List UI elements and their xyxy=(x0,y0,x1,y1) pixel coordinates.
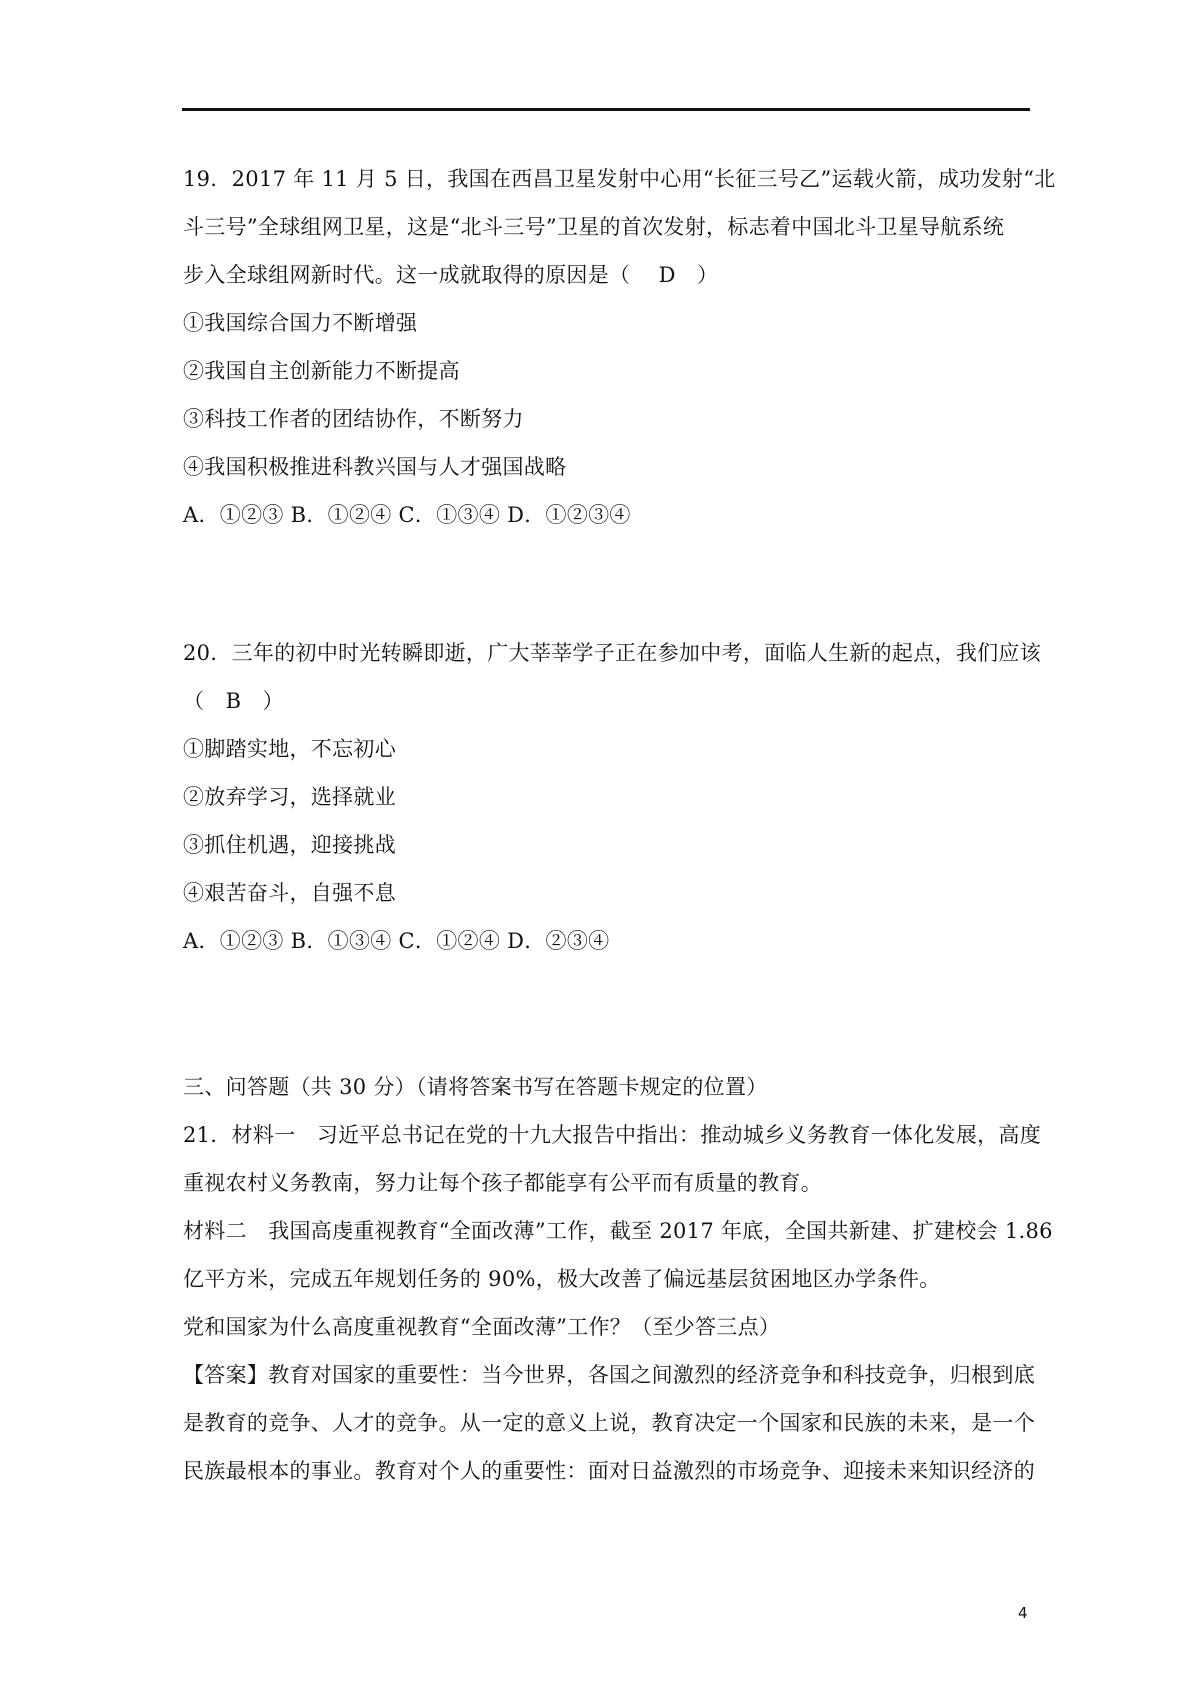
option-item: ③科技工作者的团结协作，不断努力 xyxy=(183,407,524,431)
question-text-line: 斗三号”全球组网卫星，这是“北斗三号”卫星的首次发射，标志着中国北斗卫星导航系统 xyxy=(183,215,1005,239)
material-text-line: 亿平方米，完成五年规划任务的 90%，极大改善了偏远基层贫困地区办学条件。 xyxy=(183,1267,941,1291)
answer-text-line: 【答案】教育对国家的重要性：当今世界，各国之间激烈的经济竞争和科技竞争，归根到底 xyxy=(183,1363,1035,1387)
option-item: ③抓住机遇，迎接挑战 xyxy=(183,833,396,857)
material-text-line: 材料二 我国高虔重视教育“全面改薄”工作，截至 2017 年底，全国共新建、扩建校会 1.86 xyxy=(183,1219,1053,1243)
spacer xyxy=(183,539,1043,629)
question-text-line: （ B ） xyxy=(183,689,284,713)
page-number: 4 xyxy=(1018,1604,1028,1622)
answer-choices: A．①②③ B．①②④ C．①③④ D．①②③④ xyxy=(183,503,631,527)
page-content xyxy=(183,155,1056,1495)
answer-text-line: 是教育的竞争、人才的竞争。从一定的意义上说，教育决定一个国家和民族的未来，是一个 xyxy=(183,1411,1035,1435)
question-19 xyxy=(183,155,1056,539)
option-item: ④艰苦奋斗，自强不息 xyxy=(183,881,396,905)
answer-choices: A．①②③ B．①③④ C．①②④ D．②③④ xyxy=(183,929,610,953)
question-text-line: 19．2017 年 11 月 5 日，我国在西昌卫星发射中心用“长征三号乙”运载火箭，成功发射“北 xyxy=(183,167,1056,191)
question-text-line: 20．三年的初中时光转瞬即逝，广大莘莘学子正在参加中考，面临人生新的起点，我们应该 xyxy=(183,641,1042,665)
question-text-line: 步入全球组网新时代。这一成就取得的原因是（ D ） xyxy=(183,263,719,287)
option-item: ②放弃学习，选择就业 xyxy=(183,785,396,809)
header-rule xyxy=(182,108,1030,111)
section-heading: 三、问答题（共 30 分）（请将答案书写在答题卡规定的位置） xyxy=(183,1075,768,1099)
spacer xyxy=(183,965,1043,1063)
question-text-line: 21．材料一 习近平总书记在党的十九大报告中指出：推动城乡义务教育一体化发展，高度 xyxy=(183,1123,1042,1147)
option-item: ②我国自主创新能力不断提高 xyxy=(183,359,460,383)
question-prompt: 党和国家为什么高度重视教育“全面改薄”工作？（至少答三点） xyxy=(183,1315,781,1339)
option-item: ①我国综合国力不断增强 xyxy=(183,311,418,335)
option-item: ④我国积极推进科教兴国与人才强国战略 xyxy=(183,455,567,479)
option-item: ①脚踏实地，不忘初心 xyxy=(183,737,396,761)
answer-text-line: 民族最根本的事业。教育对个人的重要性：面对日益激烈的市场竞争、迎接未来知识经济的 xyxy=(183,1459,1035,1483)
question-20 xyxy=(183,629,1043,965)
section-3 xyxy=(183,1063,1053,1495)
question-text-line: 重视农村义务教南，努力让每个孩子都能享有公平而有质量的教育。 xyxy=(183,1171,822,1195)
